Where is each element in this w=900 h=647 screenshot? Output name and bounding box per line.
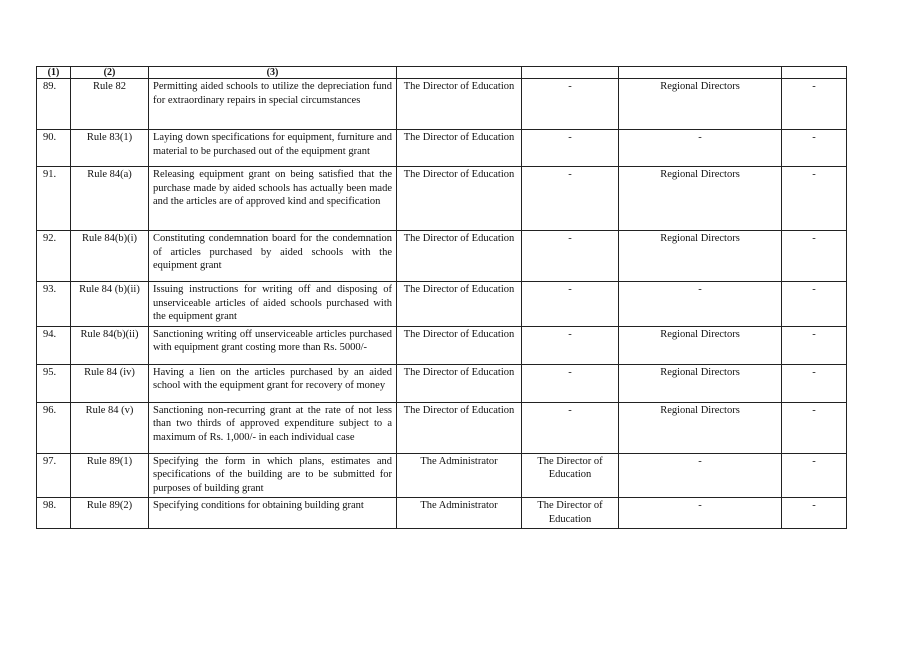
delegated-authority: - — [522, 402, 619, 453]
power-description: Laying down specifications for equipment, furniture and material to be purchased out of the equipment grant — [149, 130, 397, 167]
delegated-authority: - — [522, 79, 619, 130]
authority: The Director of Education — [397, 402, 522, 453]
remarks: - — [782, 231, 847, 282]
authority: The Director of Education — [397, 282, 522, 327]
remarks: - — [782, 453, 847, 498]
serial-number: 97. — [37, 453, 71, 498]
col-header-6 — [619, 67, 782, 79]
power-description: Releasing equipment grant on being satisfied that the purchase made by aided schools has actually been made and the articles are of approved kind and specification — [149, 167, 397, 231]
regional-authority: Regional Directors — [619, 79, 782, 130]
serial-number: 94. — [37, 326, 71, 364]
authority: The Director of Education — [397, 364, 522, 402]
authority: The Administrator — [397, 498, 522, 529]
authority: The Administrator — [397, 453, 522, 498]
delegated-authority: - — [522, 130, 619, 167]
serial-number: 91. — [37, 167, 71, 231]
delegated-authority: - — [522, 364, 619, 402]
table-row — [37, 231, 847, 282]
regional-authority: Regional Directors — [619, 167, 782, 231]
col-header-4 — [397, 67, 522, 79]
delegated-authority: - — [522, 282, 619, 327]
authority: The Director of Education — [397, 167, 522, 231]
power-description: Sanctioning non-recurring grant at the rate of not less than two thirds of approved expenditure subject to a maximum of Rs. 1,000/- in each individual case — [149, 402, 397, 453]
table-row — [37, 79, 847, 130]
serial-number: 90. — [37, 130, 71, 167]
delegated-authority: The Director of Education — [522, 498, 619, 529]
table-row — [37, 282, 847, 327]
rule-reference: Rule 84(a) — [71, 167, 149, 231]
regional-authority: - — [619, 130, 782, 167]
regional-authority: - — [619, 453, 782, 498]
delegated-authority: - — [522, 167, 619, 231]
remarks: - — [782, 282, 847, 327]
col-header-1: (1) — [37, 67, 71, 79]
regional-authority: Regional Directors — [619, 231, 782, 282]
power-description: Specifying the form in which plans, estimates and specifications of the building are to be submitted for purposes of building grant — [149, 453, 397, 498]
remarks: - — [782, 79, 847, 130]
rule-reference: Rule 89(1) — [71, 453, 149, 498]
regional-authority: Regional Directors — [619, 402, 782, 453]
power-description: Sanctioning writing off unserviceable articles purchased with equipment grant costing more than Rs. 5000/- — [149, 326, 397, 364]
delegated-authority: - — [522, 231, 619, 282]
serial-number: 92. — [37, 231, 71, 282]
remarks: - — [782, 402, 847, 453]
authority: The Director of Education — [397, 79, 522, 130]
delegation-table — [36, 66, 847, 529]
remarks: - — [782, 498, 847, 529]
serial-number: 96. — [37, 402, 71, 453]
remarks: - — [782, 130, 847, 167]
col-header-3: (3) — [149, 67, 397, 79]
delegated-authority: The Director of Education — [522, 453, 619, 498]
authority: The Director of Education — [397, 130, 522, 167]
header-row — [37, 67, 847, 79]
remarks: - — [782, 167, 847, 231]
authority: The Director of Education — [397, 231, 522, 282]
serial-number: 89. — [37, 79, 71, 130]
rule-reference: Rule 84(b)(ii) — [71, 326, 149, 364]
rule-reference: Rule 84 (b)(ii) — [71, 282, 149, 327]
rule-reference: Rule 84(b)(i) — [71, 231, 149, 282]
power-description: Specifying conditions for obtaining building grant — [149, 498, 397, 529]
rule-reference: Rule 82 — [71, 79, 149, 130]
power-description: Issuing instructions for writing off and disposing of unserviceable articles of aided schools purchased with the equipment grant — [149, 282, 397, 327]
table-row — [37, 498, 847, 529]
serial-number: 98. — [37, 498, 71, 529]
regional-authority: - — [619, 282, 782, 327]
table-row — [37, 402, 847, 453]
rule-reference: Rule 83(1) — [71, 130, 149, 167]
power-description: Permitting aided schools to utilize the depreciation fund for extraordinary repairs in special circumstances — [149, 79, 397, 130]
col-header-2: (2) — [71, 67, 149, 79]
table-row — [37, 453, 847, 498]
authority: The Director of Education — [397, 326, 522, 364]
remarks: - — [782, 364, 847, 402]
col-header-5 — [522, 67, 619, 79]
remarks: - — [782, 326, 847, 364]
table-row — [37, 326, 847, 364]
table-row — [37, 364, 847, 402]
power-description: Constituting condemnation board for the condemnation of articles purchased by aided schools with the equipment grant — [149, 231, 397, 282]
delegated-authority: - — [522, 326, 619, 364]
rule-reference: Rule 89(2) — [71, 498, 149, 529]
power-description: Having a lien on the articles purchased by an aided school with the equipment grant for recovery of money — [149, 364, 397, 402]
rule-reference: Rule 84 (iv) — [71, 364, 149, 402]
col-header-7 — [782, 67, 847, 79]
rule-reference: Rule 84 (v) — [71, 402, 149, 453]
regional-authority: Regional Directors — [619, 326, 782, 364]
serial-number: 95. — [37, 364, 71, 402]
table-row — [37, 167, 847, 231]
serial-number: 93. — [37, 282, 71, 327]
regional-authority: Regional Directors — [619, 364, 782, 402]
table-row — [37, 130, 847, 167]
regional-authority: - — [619, 498, 782, 529]
